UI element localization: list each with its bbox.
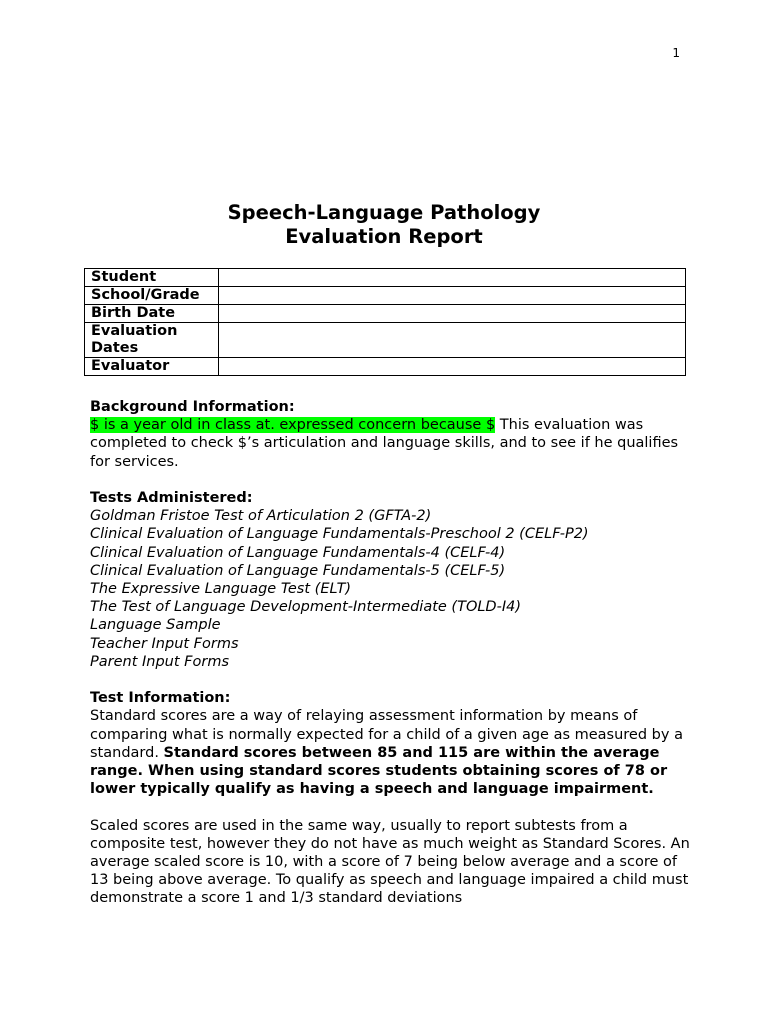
table-row — [85, 358, 686, 376]
highlighted-placeholder-text: $ is a year old in class at. expressed concern because $ — [90, 417, 496, 434]
tests-heading: Tests Administered: — [90, 490, 253, 506]
birth-date-value[interactable] — [219, 305, 686, 323]
page-number: 1 — [672, 46, 680, 60]
tests-list — [90, 507, 690, 671]
student-value[interactable] — [219, 269, 686, 287]
test-info-heading: Test Information: — [90, 690, 231, 707]
school-grade-value[interactable] — [219, 287, 686, 305]
standard-scores-bold-text: Standard scores between 85 and 115 are within the average range. When using standard scores students obtaining scores of 78 or lower typically qualify as having a speech and language impairment. — [90, 744, 668, 798]
school-grade-label: School/Grade — [85, 287, 219, 305]
report-body — [90, 398, 690, 908]
background-text: This evaluation was completed to check $’s articulation and language skills, and to see if he qualifies for services. — [90, 417, 679, 470]
table-row — [85, 323, 686, 358]
list-item: The Test of Language Development-Intermediate (TOLD-I4) — [90, 599, 521, 616]
list-item: Language Sample — [90, 617, 221, 634]
evaluator-label: Evaluator — [85, 358, 219, 376]
evaluator-value[interactable] — [219, 358, 686, 376]
standard-scores-paragraph — [90, 707, 690, 798]
list-item: The Expressive Language Test (ELT) — [90, 581, 352, 598]
list-item: Teacher Input Forms — [90, 635, 239, 652]
table-row — [85, 269, 686, 287]
table-row — [85, 305, 686, 323]
student-info-table — [84, 268, 686, 376]
list-item: Parent Input Forms — [90, 653, 230, 670]
birth-date-label: Birth Date — [85, 305, 219, 323]
list-item: Clinical Evaluation of Language Fundamentals-4 (CELF-4) — [90, 544, 506, 561]
evaluation-dates-value[interactable] — [219, 323, 686, 358]
title-line-1: Speech-Language Pathology — [227, 201, 541, 224]
table-row — [85, 287, 686, 305]
student-label: Student — [85, 269, 219, 287]
title-line-2: Evaluation Report — [285, 225, 483, 248]
scaled-scores-paragraph: Scaled scores are used in the same way, usually to report subtests from a composite test, however they do not have as much weight as Standard Scores. An average scaled score is 10, with a score of 7 being below average and a score of 13 being above average. To qualify as speech and language impaired a child must demonstrate a score 1 and 1/3 standard deviations — [90, 817, 690, 907]
list-item: Clinical Evaluation of Language Fundamentals-5 (CELF-5) — [90, 562, 506, 579]
background-paragraph — [90, 416, 690, 471]
evaluation-dates-label: Evaluation Dates — [85, 323, 219, 358]
report-title — [0, 201, 768, 249]
list-item: Clinical Evaluation of Language Fundamentals-Preschool 2 (CELF-P2) — [90, 526, 589, 543]
standard-scores-text: Standard scores are a way of relaying assessment information by means of comparing what is normally expected for a child of a given age as measured by a standard. — [90, 708, 683, 761]
list-item: Goldman Fristoe Test of Articulation 2 (GFTA-2) — [90, 508, 432, 525]
background-heading: Background Information: — [90, 399, 295, 415]
